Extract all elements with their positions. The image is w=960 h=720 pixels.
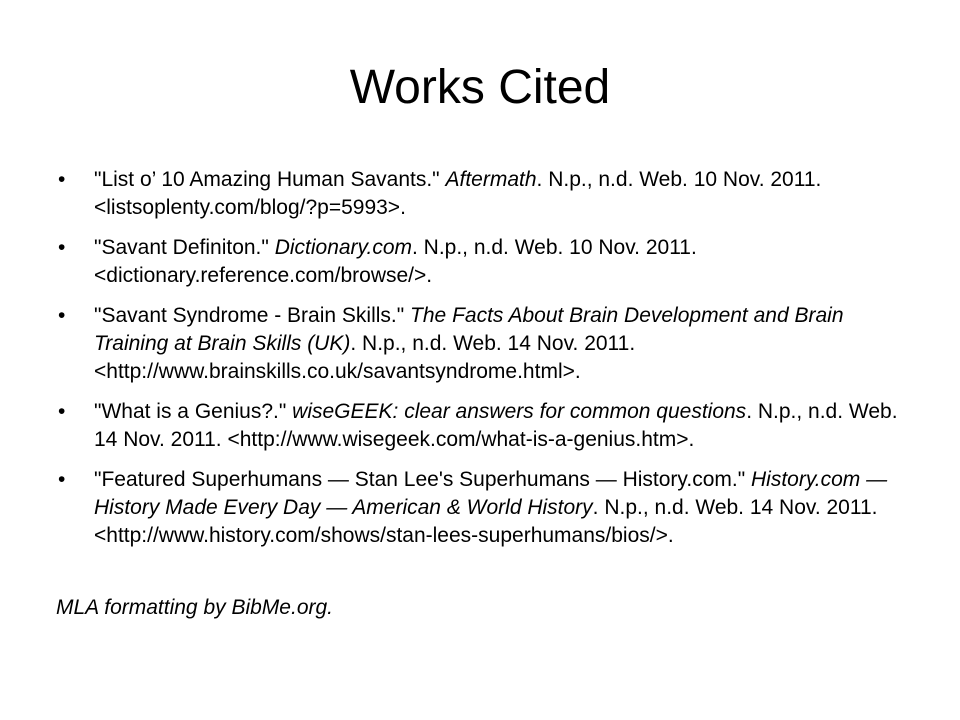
citation-item (56, 302, 908, 386)
citation-quoted-title: "Featured Superhumans — Stan Lee's Superhumans — History.com." (94, 468, 746, 491)
citation-source: Dictionary.com (274, 236, 412, 259)
citation-quoted-title: "Savant Syndrome - Brain Skills." (94, 304, 405, 327)
citation-item (56, 466, 908, 550)
citation-source: The Facts About Brain Development and Brain Training at Brain Skills (UK) (94, 304, 844, 355)
citation-url: <http://www.history.com/shows/stan-lees-superhumans/bios/>. (94, 524, 674, 547)
bullet-icon: • (58, 468, 66, 491)
citation-quoted-title: "What is a Genius?." (94, 400, 287, 423)
citation-url: <http://www.wisegeek.com/what-is-a-genius.htm>. (227, 428, 695, 451)
citation-source: Aftermath (445, 168, 537, 191)
citation-details: . N.p., n.d. Web. 14 Nov. 2011. (350, 332, 636, 355)
citation-url: <dictionary.reference.com/browse/>. (94, 264, 433, 287)
citation-details: . N.p., n.d. Web. 10 Nov. 2011. (536, 168, 822, 191)
citation-details: . N.p., n.d. Web. 10 Nov. 2011. (412, 236, 697, 259)
slide-title: Works Cited (349, 61, 611, 114)
citation-source: wiseGEEK: clear answers for common questions (292, 400, 747, 423)
citation-details: . N.p., n.d. Web. 14 Nov. 2011. (592, 496, 878, 519)
citation-details: . N.p., n.d. Web. 14 Nov. 2011. (94, 400, 898, 451)
bullet-icon: • (58, 304, 66, 327)
works-cited-list (56, 166, 908, 562)
citation-item (56, 234, 908, 290)
citation-source: History.com — History Made Every Day — American & World History (94, 468, 888, 519)
citation-quoted-title: "Savant Definiton." (94, 236, 269, 259)
bullet-icon: • (58, 168, 66, 191)
citation-url: <listsoplenty.com/blog/?p=5993>. (94, 196, 406, 219)
formatting-credit: MLA formatting by BibMe.org. (56, 596, 333, 619)
bullet-icon: • (58, 400, 66, 423)
citation-url: <http://www.brainskills.co.uk/savantsyndrome.html>. (94, 360, 581, 383)
citation-quoted-title: "List o’ 10 Amazing Human Savants." (94, 168, 440, 191)
bullet-icon: • (58, 236, 66, 259)
citation-item (56, 398, 908, 454)
citation-item (56, 166, 908, 222)
